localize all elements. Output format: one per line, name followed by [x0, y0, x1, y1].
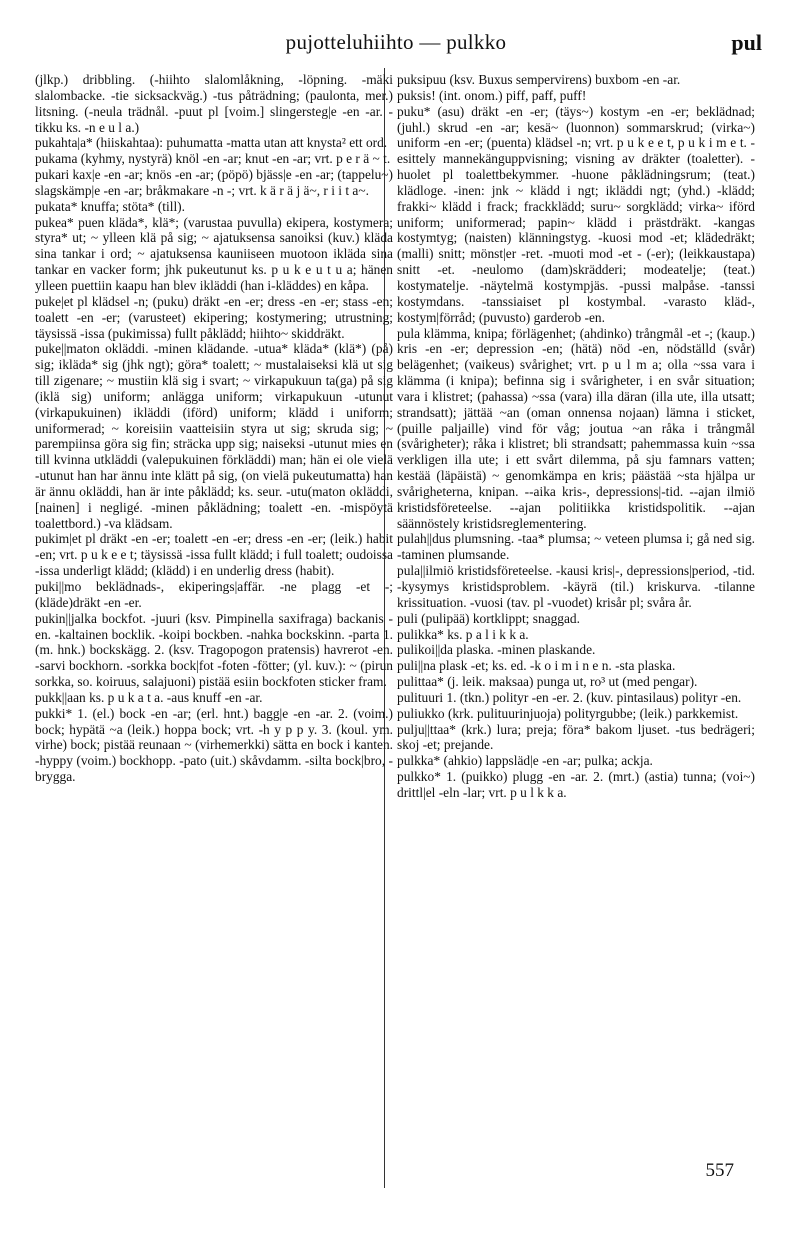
dictionary-entry: pukin||jalka bockfot. -juuri (ksv. Pimpinella saxifraga) backanis -en. -kaltainen bocklik. -koipi bockben. -nahka bockskinn. -parta 1. (m. hnk.) bockskägg. 2. (ksv. Tragopogon pratensis) havrerot -en. -sarvi bockhorn. -sorkka bock|fot -foten -fötter; (yl. kuv.): ~ (pirun sorkka, so. koiruus, salajuoni) pistää esiin bockfoten sticker fram.	[35, 610, 393, 690]
guide-word: pul	[731, 30, 762, 55]
dictionary-entry: puli (pulipää) kortklippt; snaggad.	[397, 610, 580, 626]
dictionary-entry: pukahta|a* (hiiskahtaa): puhumatta -matta utan att knysta² ett ord.	[35, 135, 388, 151]
dictionary-entry: puke||maton okläddi. -minen klädande. -utua* kläda* (klä*) (på) sig; ikläda* sig (jhk ngt); göra* toalett; ~ mustalaiseksi klä ut sig till zigenare; ~ mustiin klä sig i svart; ~ virkapukuun ta(ga) på sig (iklä sig) uniform; anlägga uniform; virkapukuun -utunut (virkapukuinen) ikläddi (iförd) uniform; klädd i uniform; uniformerad; ~ koreisiin vaatteisiin styra ut sig; skruda sig; ~ parempiinsa göra sig fin; sträcka upp sig; naiseksi -utunut mies en till kvinna utkläddi (valepukuinen förkläddi) man; hän ei ole vielä -utunut han har ännu inte klätt på sig, (on vielä pukeutumatta) han är ännu okläddi, han är inte påklädd; ks. seur. -utu(maton okläddi, [nainen] i negligé. -minen påklädning; toalett -en. -mispöytä toalettbord.) -va klädsam.	[35, 341, 393, 531]
dictionary-entry: pulkka* (ahkio) lappsläd|e -en -ar; pulka; ackja.	[397, 753, 653, 769]
dictionary-entry: pulju||ttaa* (krk.) lura; preja; föra* bakom ljuset. -tus bedrägeri; skoj -et; prejande.	[397, 721, 755, 753]
page-header	[0, 30, 792, 60]
dictionary-entry: puku* (asu) dräkt -en -er; (täys~) kostym -en -er; beklädnad; (juhl.) skrud -en -ar; kesä~ (luonnon) sommarskrud; (virka~) uniform -en -er; (puenta) klädsel -n; vrt. p u k e e t, p u k i m e t. -esittely mannekänguppvisning; visning av dräkter (toaletter). -huolet pl toalettbekymmer. -huone påklädningsrum; (teat.) klädloge. -inen: jnk ~ klädd i ngt; ikläddi ngt; (yhd.) -klädd; frakki~ klädd i frack; frackklädd; suru~ sorgklädd; virka~ iförd uniform; uniformerad; papin~ klädd i prästdräkt. -kangas kostymtyg; (naisten) klänningstyg. -kuosi mod -et; klädedräkt; (malli) snitt; mönst|er -ret. -muoti mod -et - (-er); (leikkaustapa) snitt -et. -neulomo (dam)skrädderi; modeatelje; (teat.) kostymatelje. -näytelmä kostympjäs. -pussi malpåse. -tanssi kostymdans. -tanssiaiset pl kostymbal. -varasto kläd-, kostym|förråd; (puvusto) garderob -en.	[397, 103, 755, 325]
dictionary-entry: pulittaa* (j. leik. maksaa) punga ut, ro³ ut (med pengar).	[397, 674, 698, 690]
dictionary-entry: pula klämma, knipa; förlägenhet; (ahdinko) trångmål -et -; (kaup.) kris -en -er; depression -en; (hätä) nöd -en, nödställd (svår) belägenhet; (vaikeus) svårighet; vrt. p u l m a; olla ~ssa vara i klämma (i knipa); befinna sig i svårigheter, i en svår situation; vara i klistret; (pahassa) ~ssa (vara) illa däran (illa ute, illa utsatt; strandsatt); jättää ~an (oman onnensa nojaan) lämna i sticket, (puille paljaille) vind för våg; joutua ~an råka i trångmål (svårigheter); råka i klistret; bli strandsatt; pahemmassa kuin ~ssa verkligen illa ute; i ett svårt dilemma, på sju famnars vatten; kestää (läpäistä) ~ genomkämpa en kris; päästää ~sta hjälpa ur svårigheterna, knipan. --aika kris-, depressions|-tid. --ajan ilmiö kristidsföreteelse. --ajan politiikka kristidspolitik. --ajan säännöstely kristidsreglementering.	[397, 325, 755, 531]
dictionary-entry: pulituuri 1. (tkn.) polityr -en -er. 2. (kuv. pintasilaus) polityr -en.	[397, 689, 742, 705]
dictionary-entry: puke|et pl klädsel -n; (puku) dräkt -en -er; dress -en -er; stass -en; toalett -en -er; (varusteet) ekipering; kostymering; utrustning; täysissä -issa (pukimissa) fullt påklädd; hiihto~ skiddräkt.	[35, 293, 393, 341]
dictionary-entry: pukk||aan ks. p u k a t a. -aus knuff -en -ar.	[35, 689, 263, 705]
dictionary-entry: puliukko (krk. pulituurinjuoja) polityrgubbe; (leik.) parkkemist.	[397, 705, 739, 721]
dictionary-entry: puksis! (int. onom.) piff, paff, puff!	[397, 87, 587, 103]
dictionary-entry: pulikoi||da plaska. -minen plaskande.	[397, 642, 596, 658]
dictionary-entry: puksipuu (ksv. Buxus sempervirens) buxbom -en -ar.	[397, 72, 681, 87]
dictionary-entry: puki||mo beklädnads-, ekiperings|affär. -ne plagg -et -; (kläde)dräkt -en -er.	[35, 579, 393, 610]
dictionary-entry: (jlkp.) dribbling. (-hiihto slalomlåkning, -löpning. -mäki slalombacke. -tie sicksackväg.) -tus påträdning; (paulonta, mer.) litsning. (-neula trädnål. -puut pl [voim.] slingersteg|e -en -ar. -tikku ks. -n e u l a.)	[35, 72, 393, 135]
dictionary-entry: pukea* puen kläda*, klä*; (varustaa puvulla) ekipera, kostymera; styra* ut; ~ ylleen klä på sig; ~ ajatuksensa sanoiksi (kuv.) kläda sina tankar i ord; ~ ajatuksensa kauniiseen muotoon iklädа sina tankar en vacker form; jhk pukeutunut ks. p u k e u t u a; hänen ylleen puettiin kaapu han blev ikläddi (han i-kläddes) en kåpa.	[35, 214, 393, 293]
dictionary-entry: pukari kax|e -en -ar; knös -en -ar; (pöpö) bjäss|e -en -ar; (tappelu~) slagskämp|e -en -ar; bråkmakare -n -; vrt. k ä r ä j ä~, r i i t a~.	[35, 167, 393, 198]
dictionary-entry: pukata* knuffa; stöta* (till).	[35, 198, 185, 214]
right-column	[397, 72, 755, 1152]
dictionary-entry: pukim|et pl dräkt -en -er; toalett -en -er; dress -en -er; (leik.) habit -en; vrt. p u k e e t; täysissä -issa fullt klädd; i full toalett; oudoissa -issa underligt klädd; (klädd) i en underlig dress (habit).	[35, 531, 393, 579]
dictionary-entry: puli||na plask -et; ks. ed. -k o i m i n e n. -sta plaska.	[397, 658, 676, 674]
dictionary-entry: pulkko* 1. (puikko) plugg -en -ar. 2. (mrt.) (astia) tunna; (voi~) drittl|el -eln -lar; vrt. p u l k k a.	[397, 769, 755, 800]
dictionary-entry: pulah||dus plumsning. -taa* plumsa; ~ veteen plumsa i; gå ned sig. -taminen plumsande.	[397, 531, 755, 563]
dictionary-entry: pulikka* ks. p a l i k k a.	[397, 626, 529, 642]
header-title: pujotteluhiihto — pulkko	[285, 30, 507, 54]
dictionary-entry: pula||ilmiö kristidsföreteelse. -kausi kris|-, depressions|period, -tid. -kysymys kristidsproblem. -käyrä (til.) kriskurva. -tilanne krissituation. -vuosi (tav. pl -vuodet) krisår pl; svåra år.	[397, 563, 755, 610]
dictionary-entry: pukama (kyhmy, nystyrä) knöl -en -ar; knut -en -ar; vrt. p e r ä ~ t.	[35, 151, 391, 167]
dictionary-entry: pukki* 1. (el.) bock -en -ar; (erl. hnt.) bagg|e -en -ar. 2. (voim.) bock; hypätä ~a (leik.) hoppa bock; vrt. -h y p p y. 3. (koul. ym. virhe) bock; pistää reunaan ~ (virhemerkki) sätta en bock i kanten. -hyppy (voim.) bockhopp. -pato (uit.) skåvdamm. -silta bock|bro, -brygga.	[35, 705, 393, 785]
left-column	[35, 72, 393, 1152]
page-number: 557	[705, 1160, 734, 1181]
